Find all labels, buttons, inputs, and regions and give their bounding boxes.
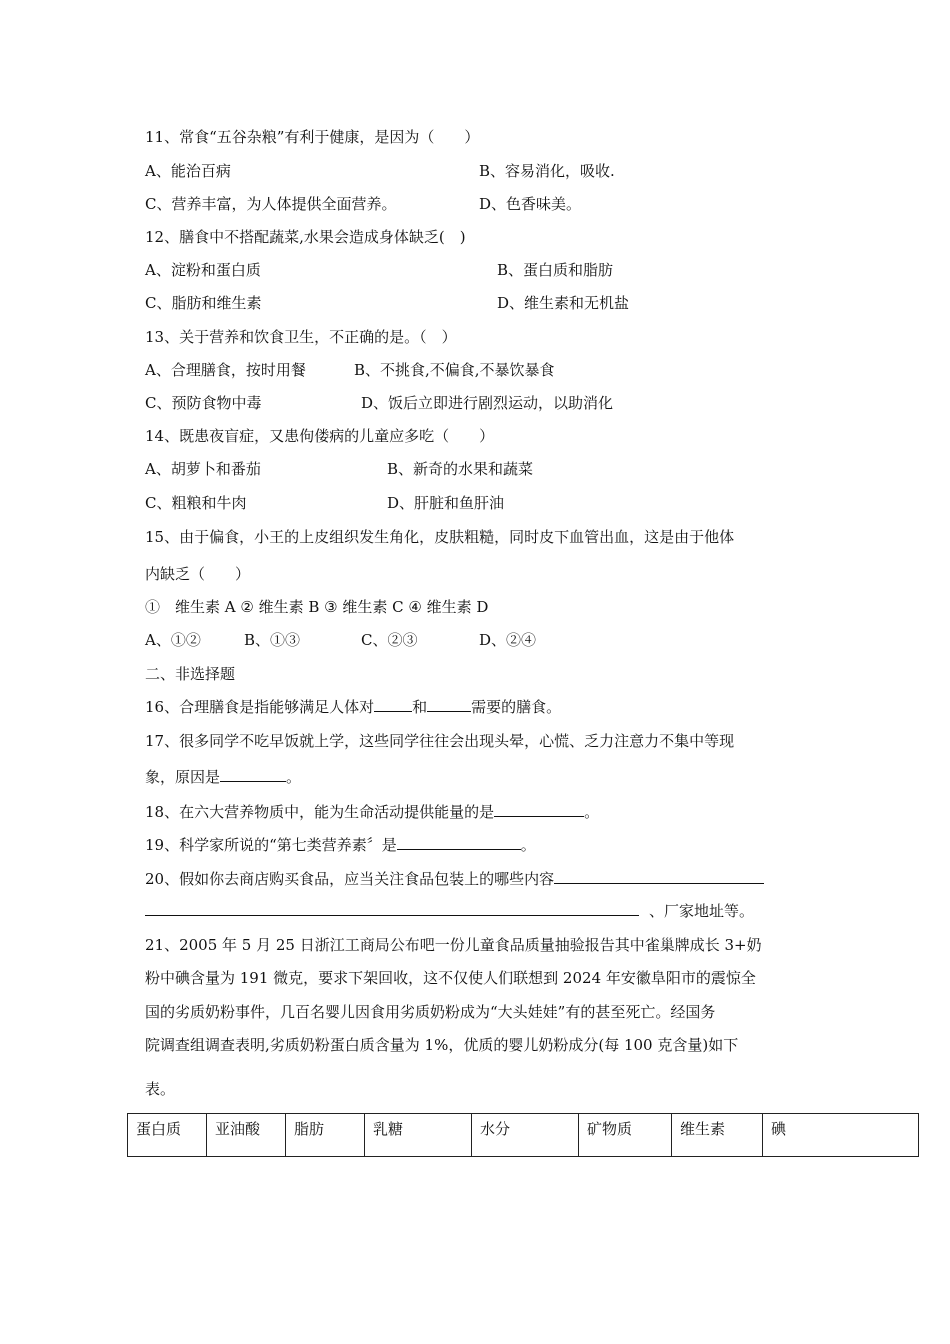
table-cell: 蛋白质 [128, 1114, 207, 1157]
q12-option-b: B、蛋白质和脂肪 [497, 261, 614, 279]
table-cell: 维生素 [672, 1114, 763, 1157]
q20-blank-2[interactable] [145, 901, 639, 916]
q11-option-c: C、营养丰富，为人体提供全面营养。 [145, 195, 397, 213]
q15-stem-line2: 内缺乏（ ） [145, 565, 251, 583]
q13-option-a: A、合理膳食，按时用餐 [145, 361, 306, 379]
q20-text-b: 、厂家地址等。 [649, 902, 755, 920]
table-cell: 乳糖 [365, 1114, 472, 1157]
q19-text-a: 19、科学家所说的“第七类营养素〞是 [145, 836, 397, 854]
table-cell: 脂肪 [286, 1114, 365, 1157]
q15-items: ① 维生素 A ② 维生素 B ③ 维生素 C ④ 维生素 D [145, 598, 489, 616]
table-header-row [128, 1114, 919, 1157]
q15-option-d: D、②④ [479, 631, 537, 649]
table-cell: 碘 [763, 1114, 919, 1157]
q20-line1 [145, 869, 764, 889]
q14-option-a: A、胡萝卜和番茄 [145, 460, 261, 478]
q13-option-b: B、不挑食,不偏食,不暴饮暴食 [354, 361, 555, 379]
q19-blank[interactable] [397, 835, 521, 850]
q17-text-a: 象，原因是 [145, 768, 221, 786]
q15-option-c: C、②③ [361, 631, 418, 649]
q13-option-d: D、饭后立即进行剧烈运动，以助消化 [361, 394, 614, 412]
q16-text-b: 和 [412, 698, 428, 716]
q17-line2 [145, 767, 301, 787]
table-cell: 水分 [472, 1114, 579, 1157]
q11-option-a: A、能治百病 [145, 162, 231, 180]
q12-option-a: A、淀粉和蛋白质 [145, 261, 261, 279]
q18-text-a: 18、在六大营养物质中，能为生命活动提供能量的是 [145, 803, 495, 821]
q21-line1: 21、2005 年 5 月 25 日浙江工商局公布吧一份儿童食品质量抽验报告其中雀巢牌成长 3+奶 [145, 936, 762, 954]
q21-line5: 表。 [145, 1080, 176, 1098]
q18-blank[interactable] [494, 802, 584, 817]
q11-stem: 11、常食“五谷杂粮”有利于健康，是因为（ ） [145, 128, 480, 146]
table-cell: 矿物质 [579, 1114, 672, 1157]
q14-option-b: B、新奇的水果和蔬菜 [387, 460, 534, 478]
q16 [145, 697, 561, 717]
q16-text-c: 需要的膳食。 [471, 698, 562, 716]
q11-option-b: B、容易消化，吸收. [479, 162, 615, 180]
q17-line1: 17、很多同学不吃早饭就上学，这些同学往往会出现头晕，心慌、乏力注意力不集中等现 [145, 732, 735, 750]
nutrition-table [127, 1113, 919, 1157]
q13-stem: 13、关于营养和饮食卫生，不正确的是。（ ） [145, 328, 457, 346]
table-cell: 亚油酸 [207, 1114, 286, 1157]
q20-line2 [145, 901, 754, 921]
q21-line3: 国的劣质奶粉事件，几百名婴儿因食用劣质奶粉成为“大头娃娃”有的甚至死亡。经国务 [145, 1003, 716, 1021]
q18-text-b: 。 [584, 803, 600, 821]
q15-stem-line1: 15、由于偏食，小王的上皮组织发生角化，皮肤粗糙，同时皮下血管出血，这是由于他体 [145, 528, 735, 546]
q18 [145, 802, 599, 822]
q11-option-d: D、色香味美。 [479, 195, 582, 213]
q21-line4: 院调查组调查表明,劣质奶粉蛋白质含量为 1%，优质的婴儿奶粉成分(每 100 克含量)如下 [145, 1036, 739, 1054]
q19-text-b: 。 [520, 836, 536, 854]
q20-blank-1[interactable] [554, 869, 764, 884]
q14-option-d: D、肝脏和鱼肝油 [387, 494, 505, 512]
q20-text-a: 20、假如你去商店购买食品，应当关注食品包装上的哪些内容 [145, 870, 555, 888]
q17-text-b: 。 [286, 768, 302, 786]
q15-option-a: A、①② [145, 631, 201, 649]
q14-option-c: C、粗粮和牛肉 [145, 494, 247, 512]
q12-option-d: D、维生素和无机盐 [497, 294, 630, 312]
q16-blank-2[interactable] [427, 697, 471, 712]
q17-blank[interactable] [220, 767, 286, 782]
section-heading: 二、非选择题 [145, 665, 236, 683]
q16-blank-1[interactable] [374, 697, 412, 712]
q21-line2: 粉中碘含量为 191 微克，要求下架回收，这不仅使人们联想到 2024 年安徽阜阳市的震惊全 [145, 969, 756, 987]
q12-option-c: C、脂肪和维生素 [145, 294, 262, 312]
q14-stem: 14、既患夜盲症，又患佝偻病的儿童应多吃（ ） [145, 427, 495, 445]
q15-option-b: B、①③ [244, 631, 301, 649]
q16-text-a: 16、合理膳食是指能够满足人体对 [145, 698, 375, 716]
q19 [145, 835, 536, 855]
q13-option-c: C、预防食物中毒 [145, 394, 262, 412]
q12-stem: 12、膳食中不搭配蔬菜,水果会造成身体缺乏( ) [145, 228, 466, 246]
